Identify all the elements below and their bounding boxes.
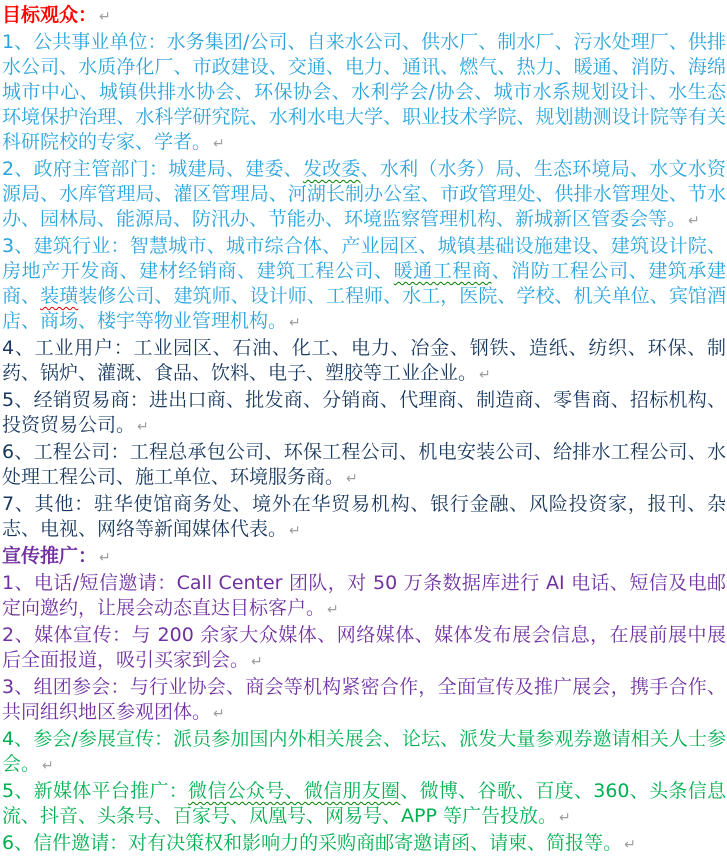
text-segment: 1、公共事业单位：水务集团/公司、自来水公司、供水厂、制水厂、污水处理厂、供排水公司、水质净化厂、市政建设、交通、电力、通讯、燃气、热力、暖通、消防、海绵城市中心、城镇供排水协会、环保协会、水利学会/协会、城市水系规划设计、水生态环境保护治理、水科学研究院、水利水电大学、职业技术学院、规划勘测设计院等有关科研院校的专家、学者。 xyxy=(2,31,726,153)
promotion-heading xyxy=(2,544,726,571)
target-audience-heading-text: 目标观众： xyxy=(2,4,98,26)
text-segment: 6、工程公司：工程总承包公司、环保工程公司、机电安装公司、给排水工程公司、水处理工程公司、施工单位、环境服务商。 xyxy=(2,441,726,488)
spellcheck-underlined-text: 暖通工程商 xyxy=(393,260,492,282)
promotion-item-6 xyxy=(2,831,726,858)
promotion-item-4 xyxy=(2,727,726,779)
spellcheck-underlined-text: 发改委 xyxy=(302,158,361,180)
spellcheck-underlined-text: 装璜 xyxy=(40,285,79,307)
paragraph-mark-icon: ↵ xyxy=(251,654,263,670)
text-segment: 2、媒体宣传：与 200 余家大众媒体、网络媒体、媒体发布展会信息，在展前展中展后全面报道，吸引买家到会。 xyxy=(2,624,726,671)
text-segment: 装修公司、建筑师、设计师、工程师、水工，医院、学校、机关单位、宾馆酒店、商场、楼宇等物业管理机构。 xyxy=(2,285,726,332)
text-segment: 3、组团参会：与行业协会、商会等机构紧密合作，全面宣传及推广展会，携手合作、共同组织地区参观团体。 xyxy=(2,676,726,723)
text-segment: 5、经销贸易商：进出口商、批发商、分销商、代理商、制造商、零售商、招标机构、投资贸易公司。 xyxy=(2,389,726,436)
paragraph-mark-icon: ↵ xyxy=(558,810,571,826)
text-segment: 5、新媒体平台推广： xyxy=(2,780,189,802)
text-segment: 、消防工程公司、建筑承建商、 xyxy=(2,260,726,307)
paragraph-mark-icon: ↵ xyxy=(289,315,301,331)
text-segment: 、微博、谷歌、百度、360、头条信息流、抖音、头条号、百家号、凤凰号、网易号、APP 等广告投放。 xyxy=(2,780,726,827)
promotion-item-5 xyxy=(2,779,726,831)
spellcheck-underlined-text: 微信公众号、微信朋友圈 xyxy=(188,780,401,802)
paragraph-mark-icon: ↵ xyxy=(213,136,225,152)
promotion-item-3 xyxy=(2,675,726,727)
text-segment: 1、电话/短信邀请：Call Center 团队，对 50 万条数据库进行 AI 电话、短信及电邮定向邀约，让展会动态直达目标客户。 xyxy=(2,572,726,619)
audience-item-6 xyxy=(2,440,726,492)
audience-item-3 xyxy=(2,234,726,336)
text-segment: 2、政府主管部门：城建局、建委、 xyxy=(2,158,303,180)
text-segment: 7、其他：驻华使馆商务处、境外在华贸易机构、银行金融、风险投资家，报刊、杂志、电视、网络等新闻媒体代表。 xyxy=(2,493,726,540)
paragraph-mark-icon: ↵ xyxy=(137,419,149,435)
paragraph-mark-icon: ↵ xyxy=(99,9,111,25)
promotion-item-1 xyxy=(2,571,726,623)
text-segment: 4、工业用户：工业园区、石油、化工、电力、冶金、钢铁、造纸、纺织、环保、制药、锅炉、灌溉、食品、饮料、电子、塑胶等工业企业。 xyxy=(2,337,726,384)
text-segment: 6、信件邀请：对有决策权和影响力的采购商邮寄邀请函、请柬、简报等。 xyxy=(2,832,623,854)
promotion-item-2 xyxy=(2,623,726,675)
audience-item-7 xyxy=(2,492,726,544)
promotion-heading-text: 宣传推广： xyxy=(2,545,98,567)
paragraph-mark-icon: ↵ xyxy=(624,837,636,853)
audience-item-2 xyxy=(2,157,726,234)
paragraph-mark-icon: ↵ xyxy=(688,213,700,229)
text-segment: 3、建筑行业：智慧城市、城市综合体、产业园区、城镇基础设施建设、建筑设计院、房地产开发商、建材经销商、建筑工程公司、 xyxy=(2,235,726,282)
text-segment: 4、参会/参展宣传：派员参加国内外相关展会、论坛、派发大量参观券邀请相关人士参会。 xyxy=(2,728,726,775)
audience-item-1 xyxy=(2,30,726,157)
text-segment: 、水利（水务）局、生态环境局、水文水资源局、水库管理局、灌区管理局、河湖长制办公室、市政管理处、供排水管理处、节水办、园林局、能源局、防汛办、节能办、环境监察管理机构、新城新区管委会等。 xyxy=(2,158,726,230)
paragraph-mark-icon: ↵ xyxy=(346,471,358,487)
paragraph-mark-icon: ↵ xyxy=(289,523,301,539)
audience-item-4 xyxy=(2,336,726,388)
audience-item-5 xyxy=(2,388,726,440)
paragraph-mark-icon: ↵ xyxy=(42,758,54,774)
target-audience-heading xyxy=(2,3,726,30)
paragraph-mark-icon: ↵ xyxy=(479,367,491,383)
paragraph-mark-icon: ↵ xyxy=(99,550,111,566)
paragraph-mark-icon: ↵ xyxy=(327,602,339,618)
paragraph-mark-icon: ↵ xyxy=(213,706,225,722)
